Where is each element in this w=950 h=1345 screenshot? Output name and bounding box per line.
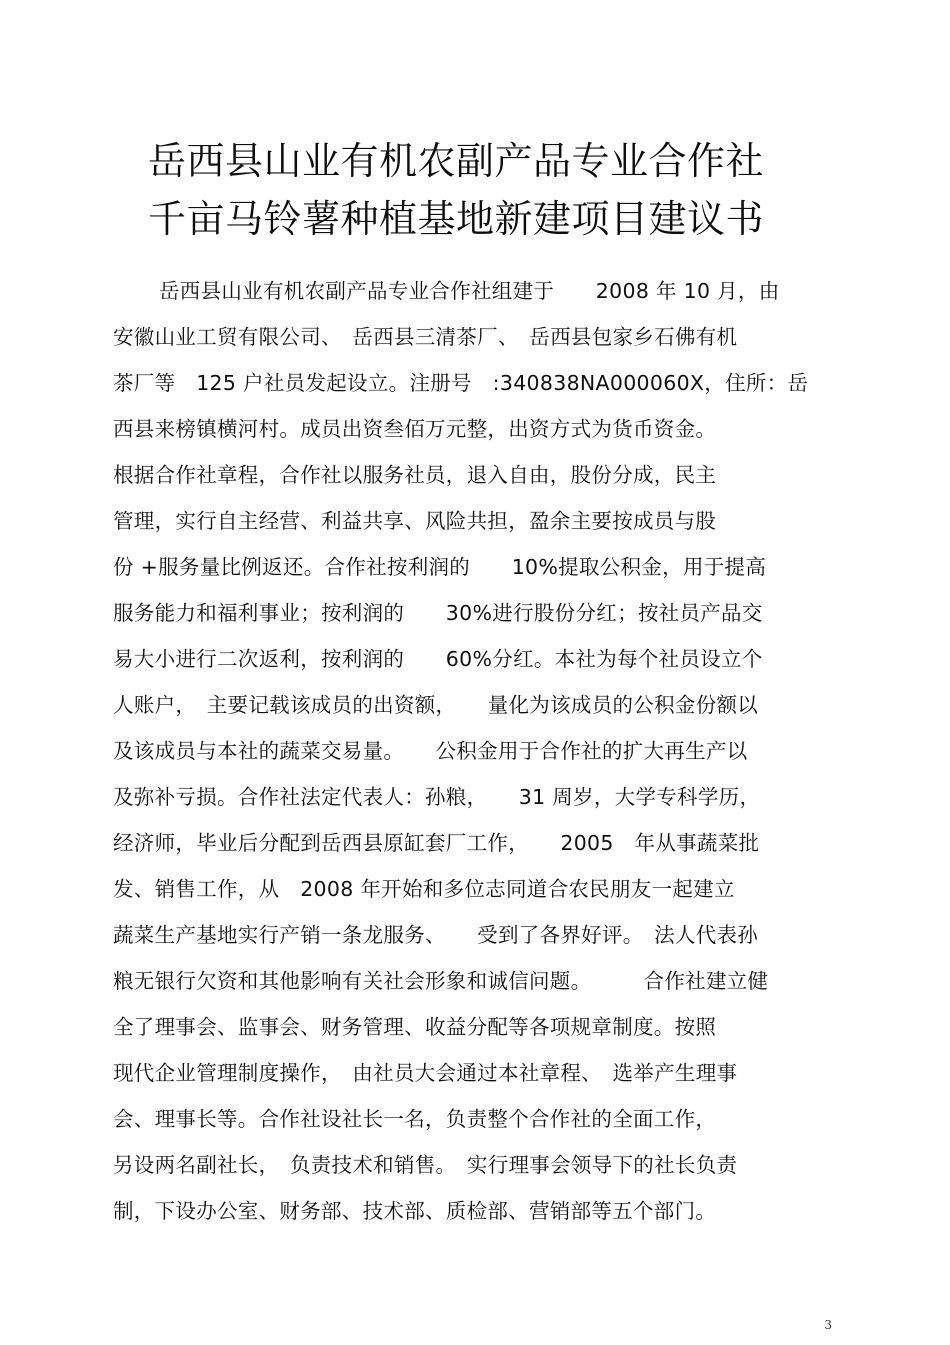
body-line: 另设两名副社长， 负责技术和销售。 实行理事会领导下的社长负责 [113, 1153, 738, 1177]
title-line-2: 千亩马铃薯种植基地新建项目建议书 [148, 197, 765, 241]
body-line: 现代企业管理制度操作， 由社员大会通过本社章程、 选举产生理事 [113, 1061, 738, 1085]
body-line: 岳西县山业有机农副产品专业合作社组建于 2008 年 10 月，由 [159, 279, 780, 303]
title-line-1: 岳西县山业有机农副产品专业合作社 [148, 139, 765, 183]
body-line: 管理，实行自主经营、利益共享、风险共担，盈余主要按成员与股 [113, 509, 717, 533]
body-line: 易大小进行二次返利，按利润的 60%分红。本社为每个社员设立个 [113, 647, 763, 671]
body-line: 份 +服务量比例返还。合作社按利润的 10%提取公积金，用于提高 [113, 555, 767, 579]
body-line: 会、理事长等。合作社设社长一名，负责整个合作社的全面工作， [113, 1107, 717, 1131]
body-line: 人账户， 主要记载该成员的出资额， 量化为该成员的公积金份额以 [113, 693, 759, 717]
body-line: 发、销售工作，从 2008 年开始和多位志同道合农民朋友一起建立 [113, 877, 735, 901]
body-line: 蔬菜生产基地实行产销一条龙服务、 受到了各界好评。 法人代表孙 [113, 923, 759, 947]
body-line: 制，下设办公室、财务部、技术部、质检部、营销部等五个部门。 [113, 1199, 717, 1223]
body-text [113, 268, 843, 1234]
body-line: 西县来榜镇横河村。成员出资叁佰万元整，出资方式为货币资金。 [113, 417, 717, 441]
body-line: 根据合作社章程，合作社以服务社员，退入自由，股份分成，民主 [113, 463, 717, 487]
body-line: 经济师，毕业后分配到岳西县原缸套厂工作， 2005 年从事蔬菜批 [113, 831, 760, 855]
body-line: 服务能力和福利事业；按利润的 30%进行股份分红；按社员产品交 [113, 601, 763, 625]
body-line: 及该成员与本社的蔬菜交易量。 公积金用于合作社的扩大再生产以 [113, 739, 748, 763]
body-line: 茶厂等 125 户社员发起设立。注册号 :340838NA000060X，住所：岳 [113, 371, 809, 395]
document-title [148, 132, 868, 248]
body-line: 安徽山业工贸有限公司、 岳西县三清茶厂、 岳西县包家乡石佛有机 [113, 325, 738, 349]
body-line: 及弥补亏损。合作社法定代表人：孙粮， 31 周岁，大学专科学历， [113, 785, 761, 809]
body-line: 全了理事会、监事会、财务管理、收益分配等各项规章制度。按照 [113, 1015, 717, 1039]
page-number: 3 [824, 1318, 832, 1332]
body-line: 粮无银行欠资和其他影响有关社会形象和诚信问题。 合作社建立健 [113, 969, 769, 993]
